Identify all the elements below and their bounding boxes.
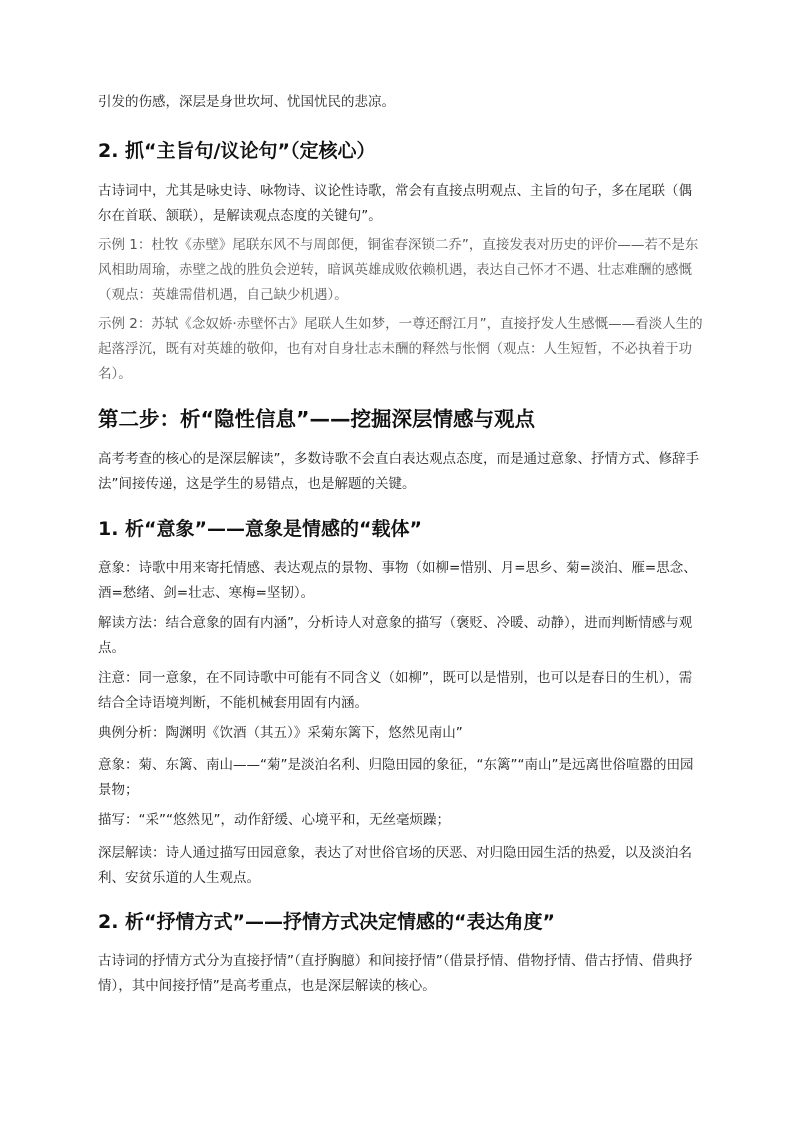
paragraph-attention-note: 注意：同一意象，在不同诗歌中可能有不同含义（如柳”，既可以是惜别，也可以是春日的生机），需结合全诗语境判断，不能机械套用固有内涵。 [98, 670, 693, 711]
section-heading-grasp-theme-sentence: 2. 抓“主旨句/议论句”（定核心） [98, 140, 376, 162]
paragraph-example-analysis: 典例分析：陶渊明《饮酒（其五）》采菊东篱下，悠然见南山” [98, 725, 463, 741]
section-heading-lyrical-methods: 2. 析“抒情方式”——抒情方式决定情感的“表达角度” [98, 911, 556, 933]
paragraph-interpretation-method: 解读方法：结合意象的固有内涵”，分析诗人对意象的描写（褒贬、冷暖、动静），进而判断情感与观点。 [98, 615, 693, 656]
paragraph-description: 描写：“采”“悠然见”，动作舒缓、心境平和，无丝毫烦躁； [98, 812, 450, 828]
example-1-paragraph: 示例 1：杜牧《赤壁》尾联东风不与周郎便，铜雀春深锁二乔”，直接发表对历史的评价——若不是东风相助周瑜，赤壁之战的胜负会逆转，暗讽英雄成败依赖机遇，表达自己怀才不遇、壮志难酬的感慨（观点：英雄需借机遇，自己缺少机遇）。 [98, 237, 699, 303]
section-heading-imagery: 1. 析“意象”——意象是情感的“载体” [98, 518, 423, 540]
paragraph-step-two-intro: 高考考查的核心的是深层解读”，多数诗歌不会直白表达观点态度，而是通过意象、抒情方式、修辞手法”间接传递，这是学生的易错点，也是解题的关键。 [98, 451, 699, 492]
paragraph-imagery-definition: 意象：诗歌中用来寄托情感、表达观点的景物、事物（如柳=惜别、月=思乡、菊=淡泊、雁=思念、酒=愁绪、剑=壮志、寒梅=坚韧）。 [98, 560, 697, 601]
paragraph-theme-sentence-intro: 古诗词中，尤其是咏史诗、咏物诗、议论性诗歌，常会有直接点明观点、主旨的句子，多在尾联（偶尔在首联、颔联），是解读观点态度的关键句”。 [98, 183, 692, 224]
paragraph-deep-interpretation: 深层解读：诗人通过描写田园意象，表达了对世俗官场的厌恶、对归隐田园生活的热爱，以及淡泊名利、安贫乐道的人生观点。 [98, 845, 692, 886]
paragraph-intro-tail: 引发的伤感，深层是身世坎坷、忧国忧民的悲凉。 [98, 94, 395, 110]
paragraph-imagery-explanation: 意象：菊、东篱、南山——“菊”是淡泊名利、归隐田园的象征，“东篱”“南山”是远离世俗喧嚣的田园景物； [98, 757, 694, 798]
example-2-paragraph: 示例 2：苏轼《念奴娇·赤壁怀古》尾联人生如梦，一尊还酹江月”，直接抒发人生感慨——看淡人生的起落浮沉，既有对英雄的敬仰，也有对自身壮志未酬的释然与怅惘（观点：人生短暂，不必执着于功名）。 [98, 316, 703, 382]
section-heading-step-two: 第二步：析“隐性信息”——挖掘深层情感与观点 [98, 407, 535, 431]
paragraph-lyrical-methods-intro: 古诗词的抒情方式分为直接抒情”（直抒胸臆）和间接抒情”（借景抒情、借物抒情、借古抒情、借典抒情），其中间接抒情”是高考重点，也是深层解读的核心。 [98, 953, 693, 994]
